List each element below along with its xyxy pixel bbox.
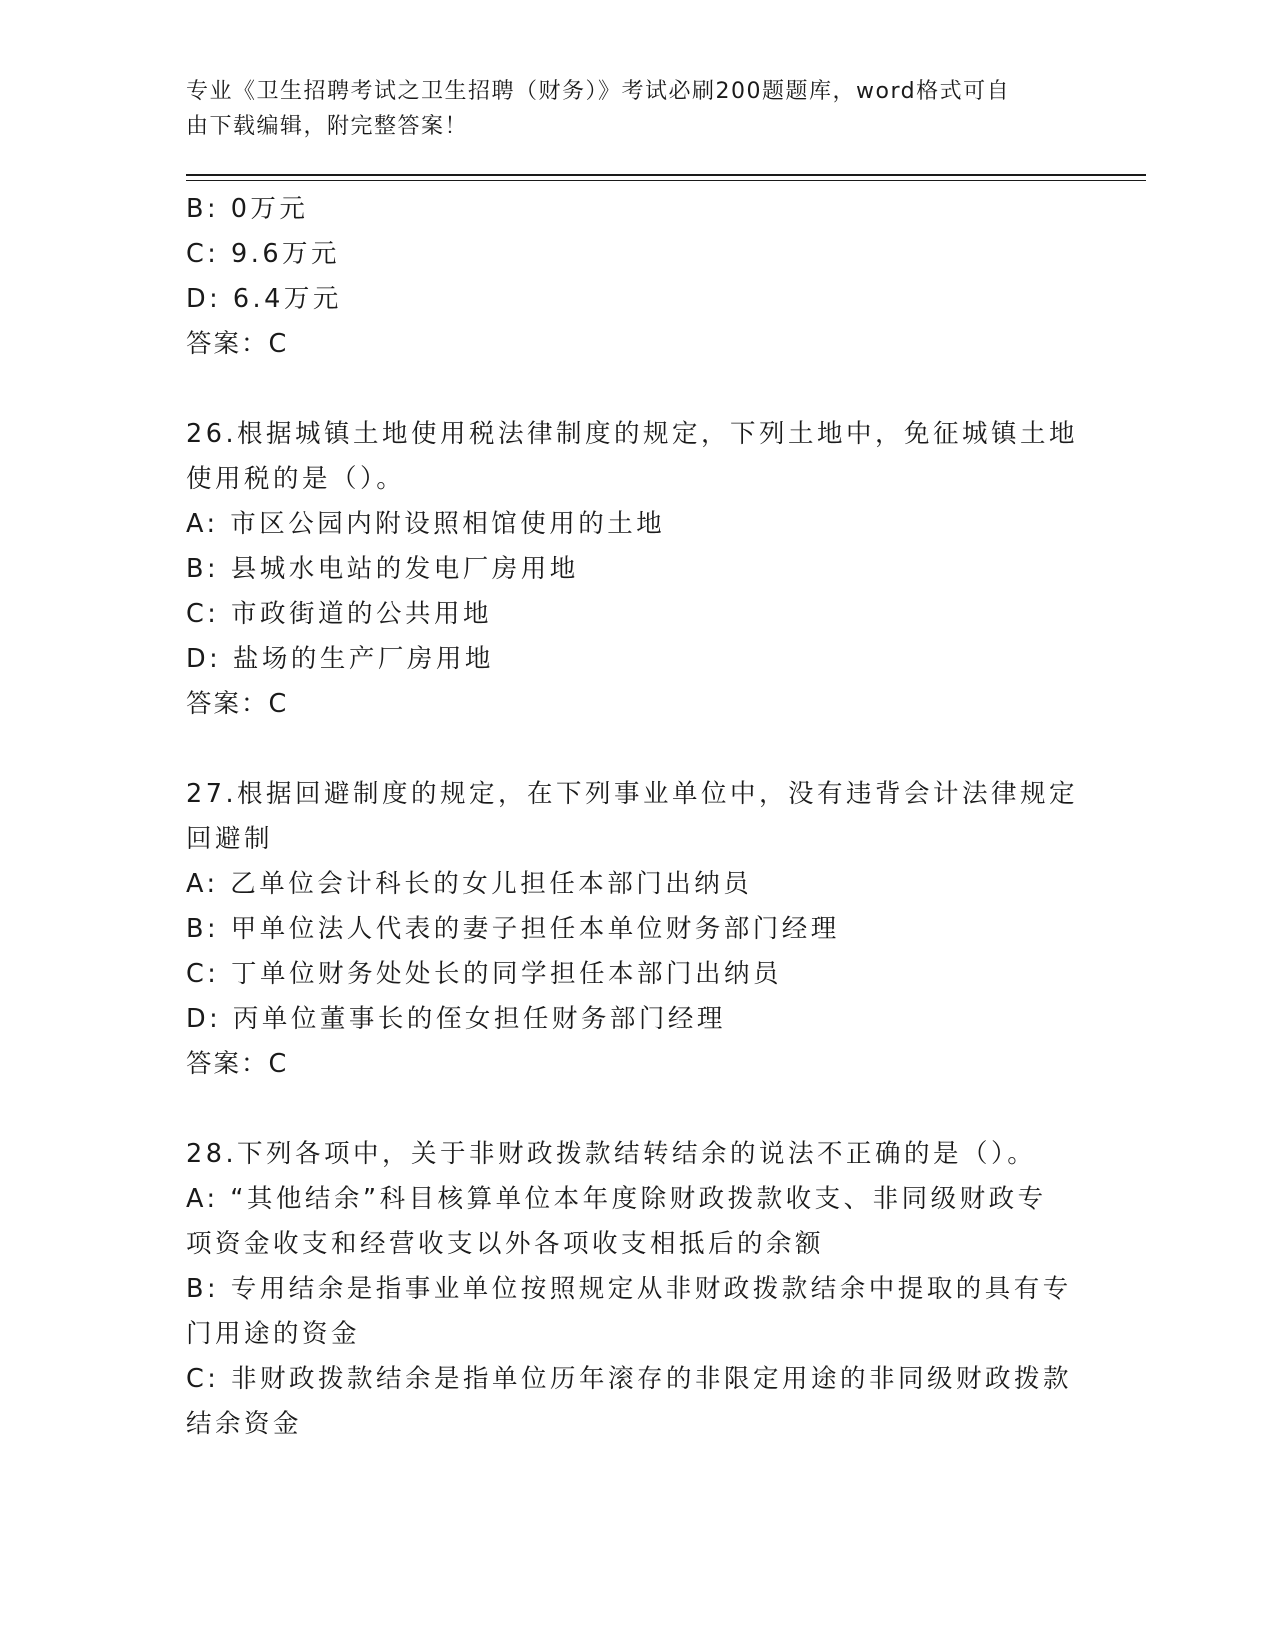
option-b: B: 甲单位法人代表的妻子担任本单位财务部门经理 <box>186 914 840 944</box>
header-rule-thick <box>186 174 1146 176</box>
option-b: B: 专用结余是指事业单位按照规定从非财政拨款结余中提取的具有专 <box>186 1274 1072 1304</box>
option-d: D: 丙单位董事长的侄女担任财务部门经理 <box>186 1004 726 1034</box>
option-a: A: 乙单位会计科长的女儿担任本部门出纳员 <box>186 869 753 899</box>
page-header <box>186 74 1086 144</box>
question-25-tail <box>186 187 1086 367</box>
option-c: C: 丁单位财务处处长的同学担任本部门出纳员 <box>186 959 783 989</box>
question-28 <box>186 1132 1086 1447</box>
option-b: B: 县城水电站的发电厂房用地 <box>186 554 579 584</box>
option-a: A: 市区公园内附设照相馆使用的土地 <box>186 509 666 539</box>
option-c: C: 非财政拨款结余是指单位历年滚存的非限定用途的非同级财政拨款 <box>186 1364 1073 1394</box>
header-line-2: 由下载编辑，附完整答案！ <box>186 114 469 139</box>
answer-label: 答案：C <box>186 1049 289 1079</box>
option-a-cont: 项资金收支和经营收支以外各项收支相抵后的余额 <box>186 1229 825 1259</box>
spacer <box>186 1087 1086 1132</box>
question-stem: 26.根据城镇土地使用税法律制度的规定，下列土地中，免征城镇土地 <box>186 419 1079 449</box>
question-stem: 27.根据回避制度的规定，在下列事业单位中，没有违背会计法律规定 <box>186 779 1079 809</box>
question-stem: 28.下列各项中，关于非财政拨款结转结余的说法不正确的是（）。 <box>186 1139 1037 1169</box>
question-stem-cont: 回避制 <box>186 824 274 854</box>
answer-label: 答案：C <box>186 329 289 359</box>
header-line-1: 专业《卫生招聘考试之卫生招聘（财务）》考试必刷200题题库，word格式可自 <box>186 79 1011 104</box>
option-b-cont: 门用途的资金 <box>186 1319 361 1349</box>
option-a: A: “其他结余”科目核算单位本年度除财政拨款收支、非同级财政专 <box>186 1184 1047 1214</box>
spacer <box>186 727 1086 772</box>
option-c: C: 市政街道的公共用地 <box>186 599 493 629</box>
option-c-cont: 结余资金 <box>186 1409 303 1439</box>
option-c: C: 9.6万元 <box>186 239 341 269</box>
question-26 <box>186 412 1086 727</box>
spacer <box>186 367 1086 412</box>
question-27 <box>186 772 1086 1087</box>
option-d: D: 6.4万元 <box>186 284 342 314</box>
header-rule-thin <box>186 180 1146 181</box>
answer-label: 答案：C <box>186 689 289 719</box>
option-d: D: 盐场的生产厂房用地 <box>186 644 494 674</box>
option-b: B: 0万元 <box>186 194 309 224</box>
question-stem-cont: 使用税的是（）。 <box>186 464 406 494</box>
question-content <box>186 187 1086 1447</box>
